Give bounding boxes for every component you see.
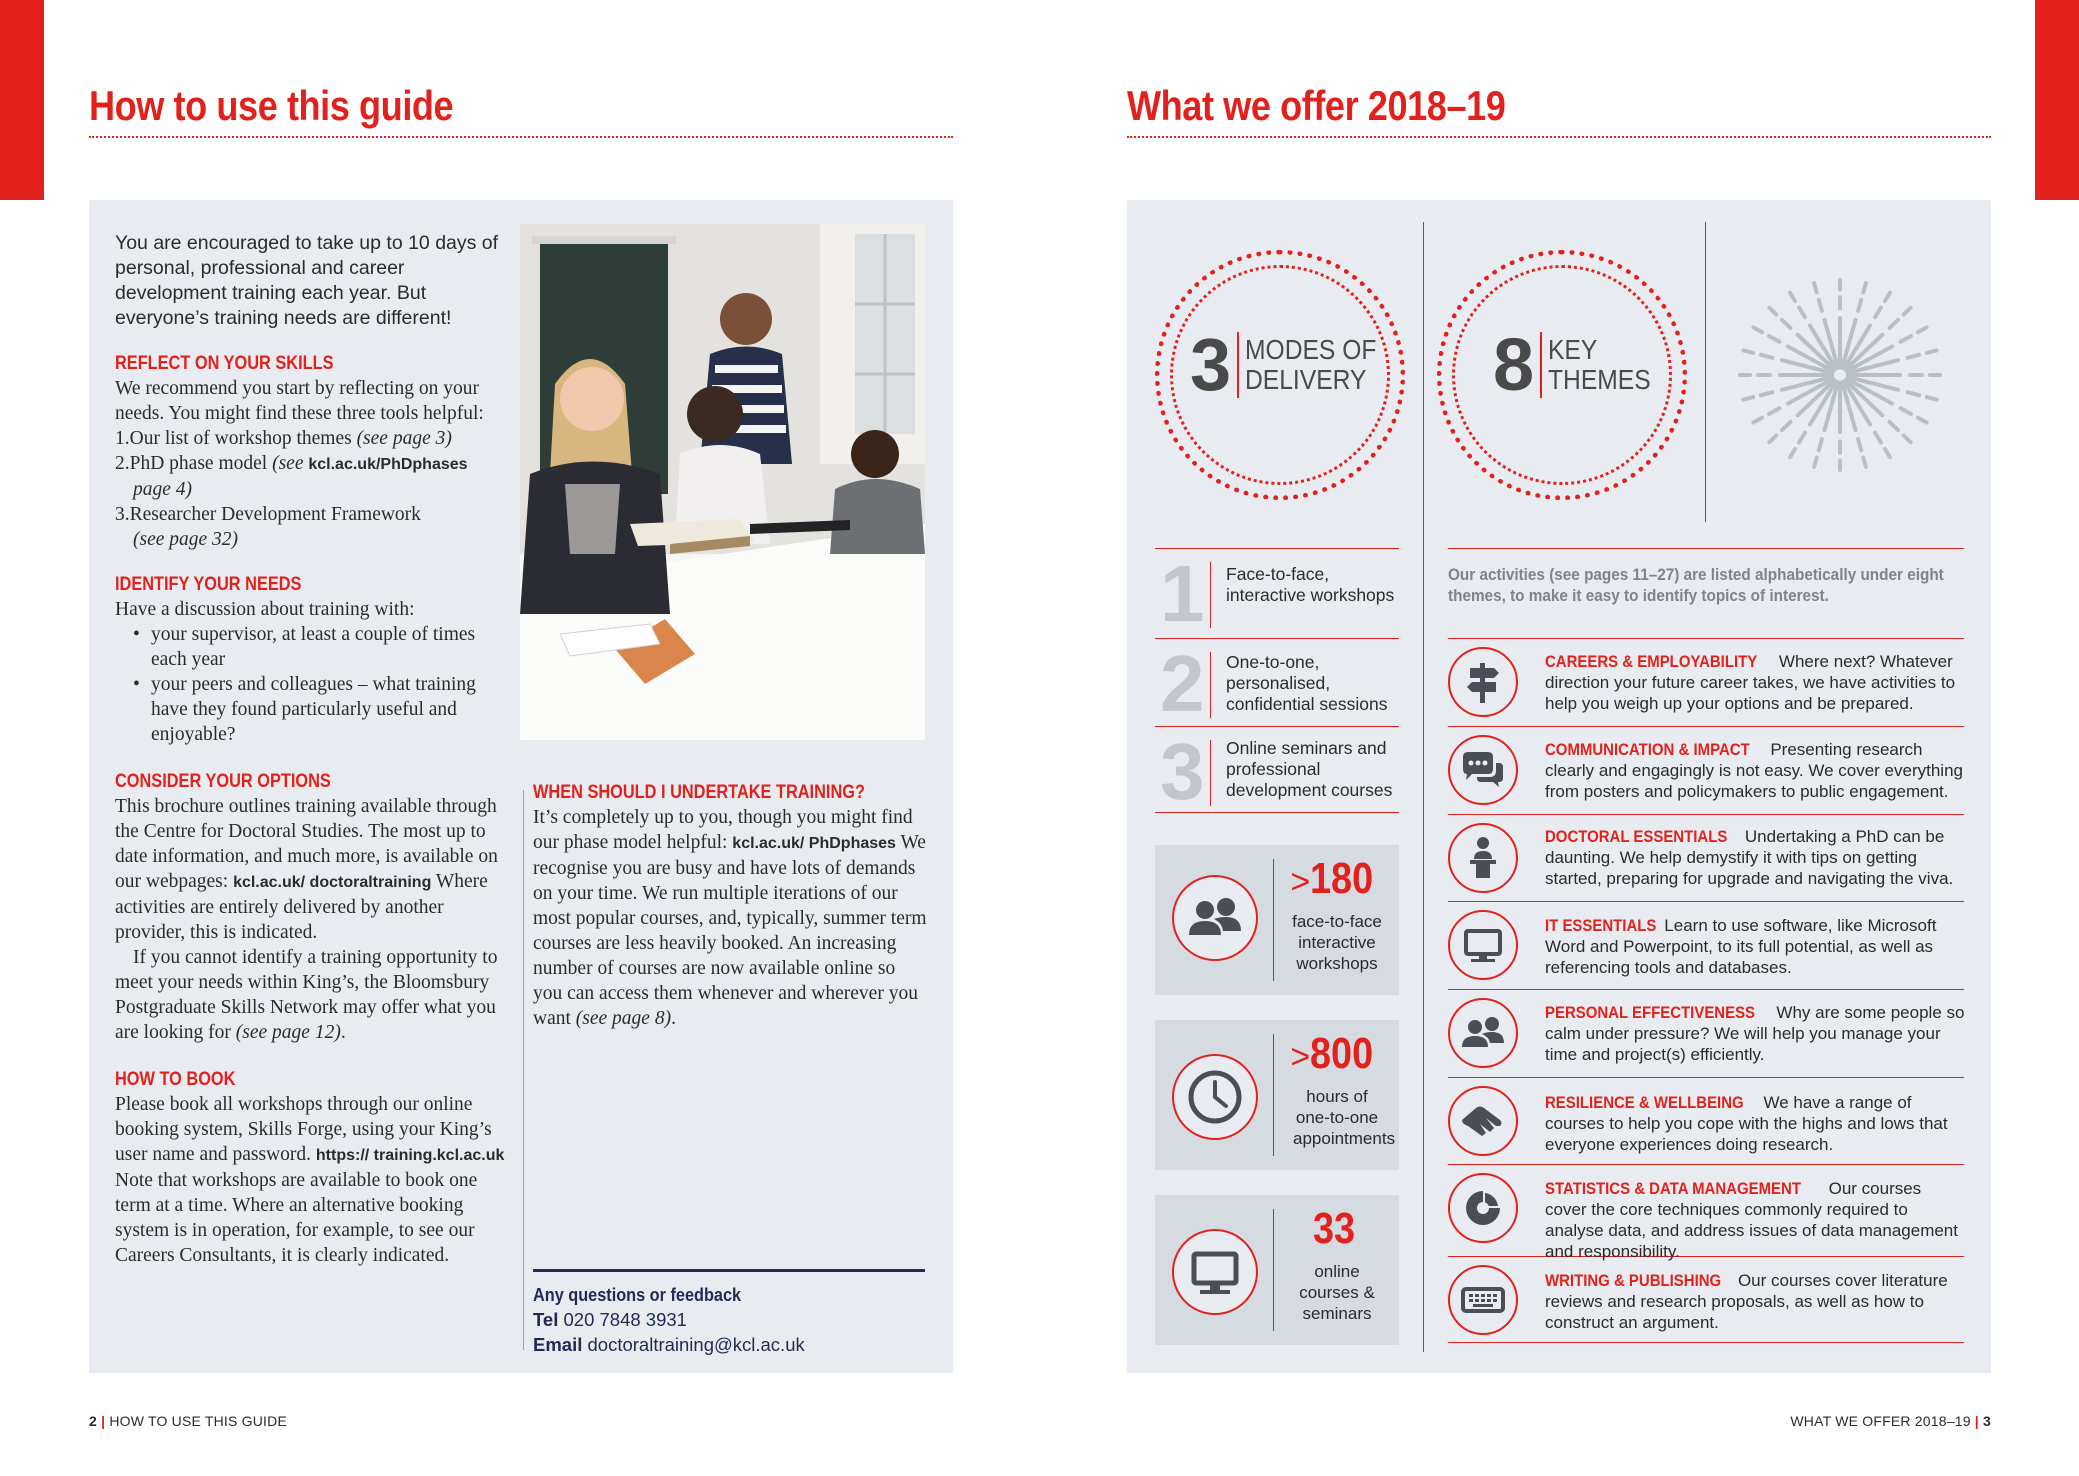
theme-resilience: RESILIENCE & WELLBEING We have a range of courses to help you cope with the highs and lows that everyone experiences doing research. (1545, 1093, 1948, 1154)
list-item: 3.Researcher Development Framework (see page 32) (115, 504, 421, 550)
reflect-heading: REFLECT ON YOUR SKILLS (115, 353, 334, 374)
starburst-ray (1885, 293, 1890, 301)
starburst-ray (1814, 458, 1817, 467)
theme-careers: CAREERS & EMPLOYABILITY Where next? Whatever direction your future career takes, we have activities to help you weigh up your options and be prepared. (1545, 652, 1956, 713)
pie-chart-icon (1448, 1173, 1518, 1243)
column-divider (523, 790, 524, 1350)
signpost-icon (1448, 647, 1518, 717)
hand-icon (1448, 1086, 1518, 1156)
modes-label-2: DELIVERY (1245, 364, 1367, 395)
starburst-ray (1927, 397, 1937, 400)
starburst-ray (1790, 449, 1795, 457)
skills-forge-link[interactable]: https:// training.kcl.ac.uk (315, 1147, 505, 1164)
panel-divider (1423, 222, 1424, 1352)
starburst-ray (1769, 408, 1779, 414)
starburst-ray (1885, 449, 1890, 457)
starburst-ray (1863, 458, 1866, 467)
stat-box-appointments: >800 hours of one-to-one appointments (1155, 1020, 1399, 1170)
book-text: Please book all workshops through our online booking system, Skills Forge, using your King’s user name and password. https:// training.kcl.ac.uk Note that workshops are available to book one term at a time. Where an alternative booking system is in operation, for example, to see our Careers Consultants, it is clearly indicated. (115, 1094, 505, 1266)
starburst-ray (1769, 436, 1776, 443)
starburst-ray (1858, 300, 1861, 311)
intro-text: You are encouraged to take up to 10 days of personal, professional and career development training each year. But everyone’s training needs are different! (115, 232, 499, 329)
contact-email: Email doctoraltraining@kcl.ac.uk (533, 1334, 805, 1355)
starburst-ray (1901, 408, 1911, 414)
page-number: 3 (1983, 1413, 1991, 1429)
left-footer: 2 | HOW TO USE THIS GUIDE (89, 1413, 287, 1429)
starburst-ray (1927, 350, 1937, 353)
reflect-list (115, 426, 515, 552)
starburst-ray (1819, 439, 1822, 450)
lectern-icon (1448, 823, 1518, 893)
monitor-icon (1448, 910, 1518, 980)
contact-phone: Tel 020 7848 3931 (533, 1309, 687, 1330)
identify-bullets (115, 622, 515, 747)
starburst-ray (1790, 293, 1795, 301)
delivery-mode-row: 3 Online seminars and professional development courses (1160, 727, 1393, 816)
stat-box-workshops: >180 face-to-face interactive workshops (1155, 845, 1399, 995)
theme-it-essentials: IT ESSENTIALS Learn to use software, like Microsoft Word and Powerpoint, to its full potential, as well as referencing tools and databases. (1545, 916, 1937, 977)
starburst-ray (1761, 355, 1773, 358)
theme-statistics: STATISTICS & DATA MANAGEMENT Our courses cover the core techniques commonly required to analyse data, and address issues of data management and responsibility. (1545, 1179, 1958, 1261)
starburst-ray (1753, 418, 1762, 423)
footer-section: WHAT WE OFFER 2018–19 (1790, 1413, 1971, 1429)
right-title-rule (1127, 136, 1991, 138)
starburst-ray (1901, 336, 1911, 342)
monitor-icon (1172, 1229, 1258, 1315)
contact-heading: Any questions or feedback (533, 1284, 742, 1305)
when-heading: WHEN SHOULD I UNDERTAKE TRAINING? (533, 782, 865, 803)
modes-label-1: MODES OF (1245, 334, 1377, 365)
starburst-ray (1782, 422, 1791, 430)
right-page-title: What we offer 2018–19 (1127, 82, 1506, 129)
theme-personal-effectiveness: PERSONAL EFFECTIVENESS Why are some people so calm under pressure? We will help you manage your time and project(s) efficiently. (1545, 1003, 1965, 1064)
starburst-ray (1753, 328, 1762, 333)
starburst-ray (1908, 392, 1920, 395)
starburst-ray (1875, 433, 1881, 443)
delivery-mode-row: 1 Face-to-face, interactive workshops (1160, 549, 1395, 638)
theme-communication: COMMUNICATION & IMPACT Presenting research clearly and engagingly is not easy. We cover everything from posters and policymakers to public engagement. (1545, 740, 1963, 801)
phd-phases-link-2[interactable]: kcl.ac.uk/ PhDphases (732, 835, 896, 852)
themes-label-1: KEY (1548, 334, 1598, 365)
themes-label-2: THEMES (1548, 364, 1651, 395)
starburst-ray (1904, 436, 1911, 443)
starburst-ray (1799, 433, 1805, 443)
list-item: • your peers and colleagues – what training have they found particularly useful and enjoyable? (133, 674, 476, 745)
starburst-ray (1761, 392, 1773, 395)
consider-text-2: If you cannot identify a training opportunity to meet your needs within King’s, the Bloomsbury Postgraduate Skills Network may offer what you are looking for (see page 12). (115, 947, 498, 1043)
starburst-ray (1890, 422, 1899, 430)
starburst-icon (1715, 265, 1965, 485)
left-column (115, 231, 515, 1268)
when-text: It’s completely up to you, though you might find our phase model helpful: kcl.ac.uk/ PhDphases We recognise you are busy and have lots of demands on your time. We run multiple iterations of our most popular courses, and, typically, summer term courses are less heavily booked. An increasing number of courses are now available online so you can access them whenever and wherever you want (see page 8). (533, 807, 927, 1029)
starburst-ray (1743, 397, 1753, 400)
starburst-ray (1875, 308, 1881, 318)
right-footer: WHAT WE OFFER 2018–19 | 3 (1790, 1413, 1991, 1429)
list-item: 2.PhD phase model (see kcl.ac.uk/PhDphases page 4) (115, 453, 468, 500)
left-title-rule (89, 136, 953, 138)
themes-badge-content (1493, 323, 1665, 406)
stat-value: 180 (1310, 854, 1374, 903)
speech-bubbles-icon (1448, 735, 1518, 805)
right-red-tab (2035, 0, 2079, 200)
theme-writing: WRITING & PUBLISHING Our courses cover literature reviews and research proposals, as well as how to construct an argument. (1545, 1271, 1948, 1332)
left-page-title: How to use this guide (89, 82, 454, 129)
stat-value: 800 (1310, 1029, 1374, 1078)
people-icon (1172, 875, 1258, 961)
when-column (533, 780, 928, 1031)
modes-number: 3 (1190, 323, 1232, 406)
consider-text: This brochure outlines training available through the Centre for Doctoral Studies. The most up to date information, and much more, is available on our webpages: kcl.ac.uk/ doctoraltraining Where activities are entirely delivered by another provider, this is indicated. (115, 796, 498, 943)
people-icon (1448, 998, 1518, 1068)
starburst-ray (1863, 283, 1866, 292)
consider-heading: CONSIDER YOUR OPTIONS (115, 771, 331, 792)
delivery-mode-row: 2 One-to-one, personalised, confidential sessions (1160, 639, 1388, 728)
list-item: 1.Our list of workshop themes (see page 3) (115, 428, 452, 449)
keyboard-icon (1448, 1265, 1518, 1335)
panel-divider-2 (1705, 222, 1706, 522)
starburst-ray (1890, 320, 1899, 328)
theme-doctoral-essentials: DOCTORAL ESSENTIALS Undertaking a PhD can be daunting. We help demystify it with tips on getting started, preparing for upgrade and navigating the viva. (1545, 827, 1954, 888)
themes-number: 8 (1493, 323, 1535, 406)
stat-box-online (1155, 1195, 1399, 1345)
phd-phases-link[interactable]: kcl.ac.uk/PhDphases (308, 456, 468, 473)
starburst-ray (1858, 439, 1861, 450)
stat-label: online courses & seminars (1299, 1262, 1375, 1323)
contact-block (533, 1282, 925, 1357)
stat-value: 33 (1312, 1204, 1355, 1253)
themes-intro: Our activities (see pages 11–27) are listed alphabetically under eight themes, to make it easy to identify topics of interest. (1448, 565, 1944, 605)
footer-section: HOW TO USE THIS GUIDE (109, 1413, 287, 1429)
starburst-ray (1769, 336, 1779, 342)
starburst-ray (1799, 308, 1805, 318)
identify-text: Have a discussion about training with: (115, 599, 415, 620)
starburst-ray (1918, 328, 1927, 333)
page-number: 2 (89, 1413, 97, 1429)
classroom-photo (520, 224, 925, 740)
starburst-ray (1819, 300, 1822, 311)
starburst-ray (1743, 350, 1753, 353)
starburst-ray (1782, 320, 1791, 328)
reflect-text: We recommend you start by reflecting on your needs. You might find these three tools helpful: (115, 378, 484, 424)
clock-icon (1172, 1054, 1258, 1140)
email-link[interactable]: doctoraltraining@kcl.ac.uk (587, 1334, 805, 1355)
stat-label: face-to-face interactive workshops (1292, 912, 1382, 973)
list-item: • your supervisor, at least a couple of times each year (133, 624, 476, 670)
starburst-ray (1814, 283, 1817, 292)
book-heading: HOW TO BOOK (115, 1069, 236, 1090)
identify-heading: IDENTIFY YOUR NEEDS (115, 574, 302, 595)
starburst-ray (1769, 308, 1776, 315)
contact-rule (533, 1269, 925, 1272)
starburst-ray (1918, 418, 1927, 423)
left-red-tab (0, 0, 44, 200)
starburst-ray (1908, 355, 1920, 358)
stat-label: hours of one-to-one appointments (1293, 1087, 1396, 1148)
doctoral-training-link[interactable]: kcl.ac.uk/ doctoraltraining (233, 874, 432, 891)
starburst-ray (1904, 308, 1911, 315)
modes-badge-content (1190, 323, 1395, 406)
